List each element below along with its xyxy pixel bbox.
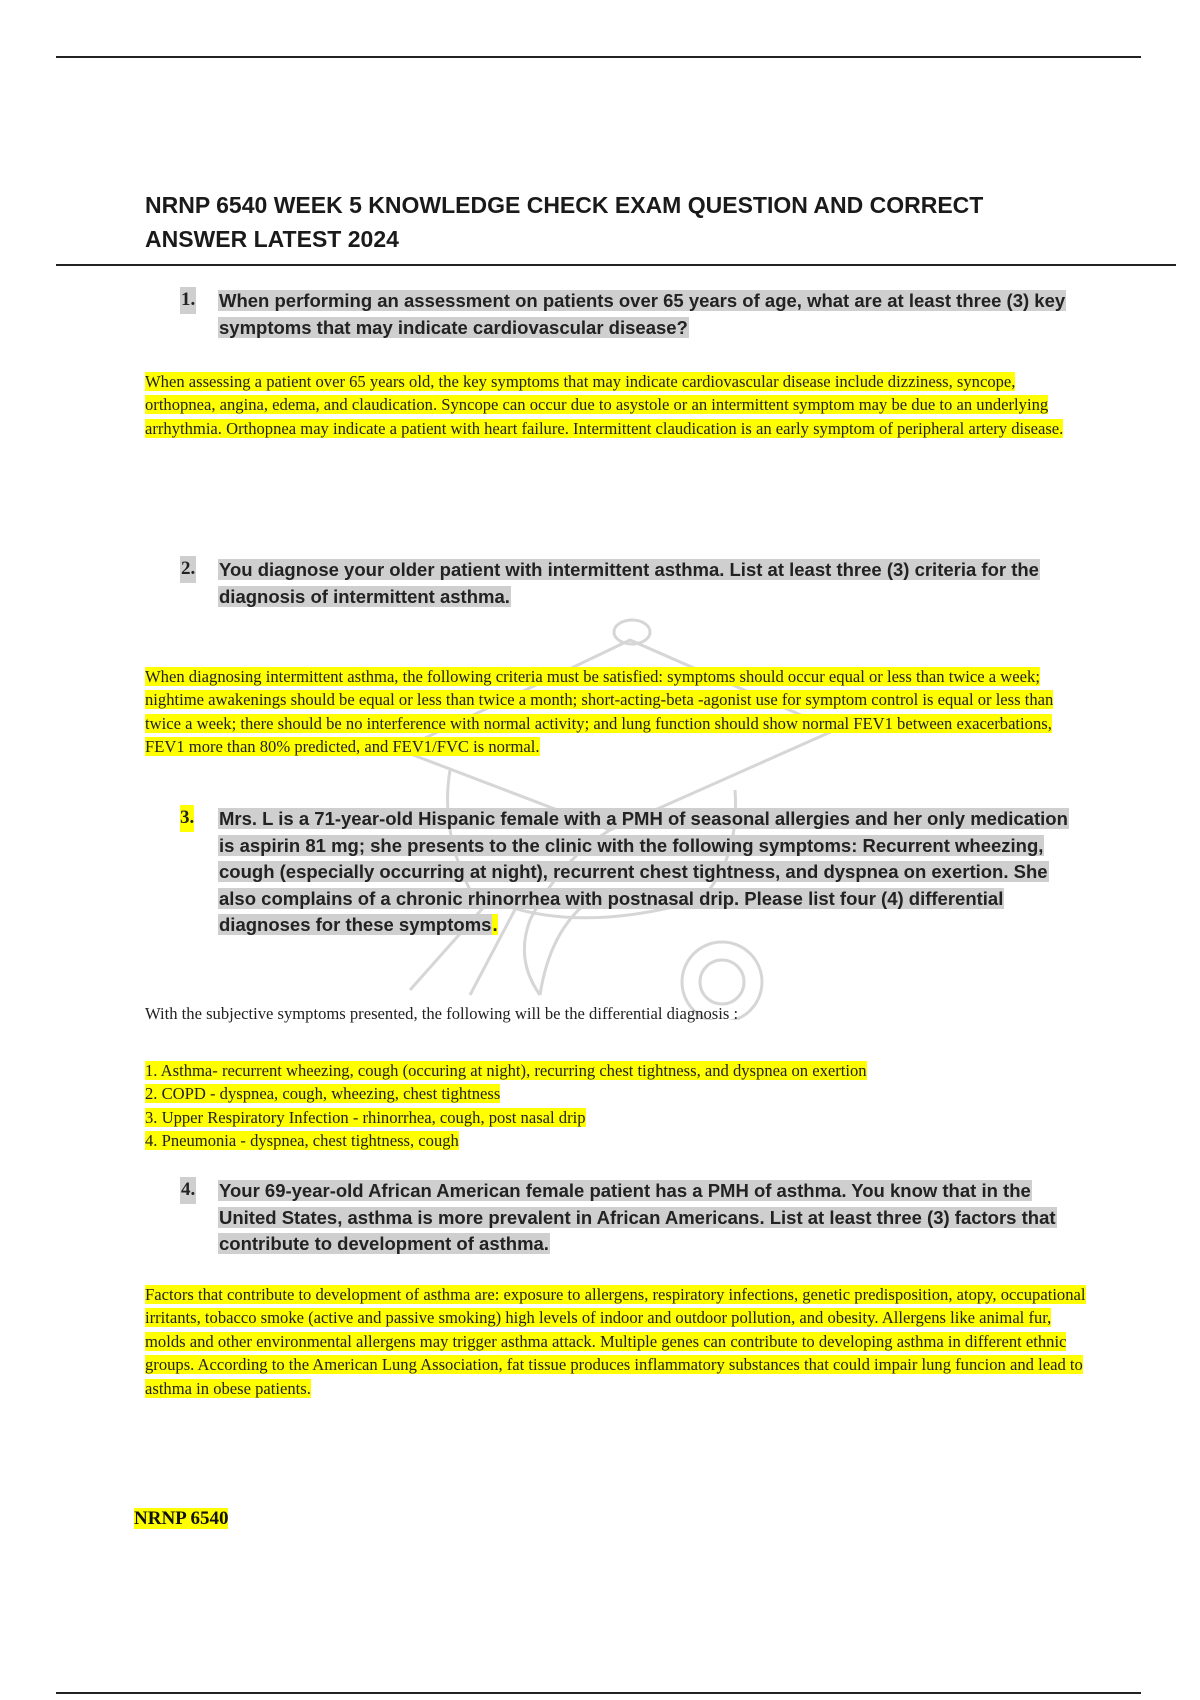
list-item: 1. Asthma- recurrent wheezing, cough (occuring at night), recurring chest tightness, and dyspnea on exertion: [145, 1061, 867, 1080]
footer-text: NRNP 6540: [134, 1508, 229, 1529]
question-text: When performing an assessment on patients over 65 years of age, what are at least three (3) key symptoms that may indicate cardiovascular disease?: [219, 290, 1066, 338]
question-text: Your 69-year-old African American female patient has a PMH of asthma. You know that in the United States, asthma is more prevalent in African Americans. List at least three (3) factors that contribute to development of asthma.: [219, 1180, 1056, 1254]
answer-2: [145, 665, 1090, 759]
differential-list: [145, 1059, 1090, 1153]
title-rule: [56, 264, 1176, 266]
answer-text: When assessing a patient over 65 years old, the key symptoms that may indicate cardiovascular disease include dizziness, syncope, orthopnea, angina, edema, and claudication. Syncope can occur due to asystole or an intermittent symptom may be due to an underlying arrhythmia. Orthopnea may indicate a patient with heart failure. Intermittent claudication is an early symptom of peripheral artery disease.: [145, 372, 1064, 438]
answer-text: Factors that contribute to development of asthma are: exposure to allergens, respiratory infections, genetic predisposition, atopy, occupational irritants, tobacco smoke (active and passive smoking) high levels of indoor and outdoor pollution, and obesity. Allergens like animal fur, molds and other environmental allergens may trigger asthma attack. Multiple genes can contribute to developing asthma in different ethnic groups. According to the American Lung Association, fat tissue produces inflammatory substances that could impair lung funcion and lead to asthma in obese patients.: [145, 1285, 1086, 1398]
list-item: 4. Pneumonia - dyspnea, chest tightness, cough: [145, 1131, 459, 1151]
question-number: 3.: [180, 805, 194, 832]
question-number: 1.: [180, 287, 196, 314]
answer-4: [145, 1283, 1090, 1400]
list-item: 3. Upper Respiratory Infection - rhinorrhea, cough, post nasal drip: [145, 1107, 586, 1127]
question-text-end: .: [492, 914, 498, 935]
question-number: 2.: [180, 556, 196, 583]
footer-label: [134, 1508, 228, 1530]
answer-text: When diagnosing intermittent asthma, the following criteria must be satisfied: symptoms should occur equal or less than twice a week; nightime awakenings should be equal or less than twice a month; short-acting-beta -agonist use for symptom control is equal or less than twice a week; there should be no interference with normal activity; and lung function should show normal FEV1 between exacerbations, FEV1 more than 80% predicted, and FEV1/FVC is normal.: [145, 667, 1054, 757]
question-number: 4.: [180, 1177, 196, 1204]
top-rule: [56, 56, 1141, 58]
document-title: NRNP 6540 WEEK 5 KNOWLEDGE CHECK EXAM QUESTION AND CORRECT ANSWER LATEST 2024: [145, 192, 984, 252]
bottom-rule: [56, 1692, 1141, 1694]
question-text: You diagnose your older patient with intermittent asthma. List at least three (3) criteria for the diagnosis of intermittent asthma.: [219, 559, 1039, 607]
question-text: Mrs. L is a 71-year-old Hispanic female with a PMH of seasonal allergies and her only medication is aspirin 81 mg; she presents to the clinic with the following symptoms: Recurrent wheezing, cough (especially occurring at night), recurrent chest tightness, and dyspnea on exertion. She also complains of a chronic rhinorrhea with postnasal drip. Please list four (4) differential diagnoses for these symptoms: [219, 808, 1068, 935]
list-item: 2. COPD - dyspnea, cough, wheezing, chest tightness: [145, 1084, 501, 1104]
differential-intro: With the subjective symptoms presented, the following will be the differential diagnosis :: [145, 1004, 739, 1023]
answer-1: [145, 370, 1090, 440]
